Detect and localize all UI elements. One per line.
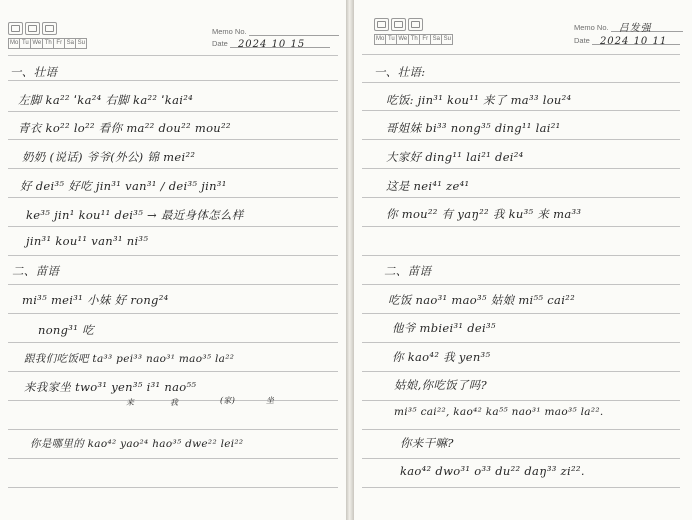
date — [574, 35, 680, 45]
handwritten-line: 吃饭 nao³¹ mao³⁵ 姑娘 mi⁵⁵ cai²² — [388, 293, 575, 307]
ruled-line — [362, 342, 680, 343]
ruled-line — [8, 487, 338, 488]
memo-label: Memo No. — [212, 27, 247, 36]
weather-icon — [391, 18, 406, 31]
handwritten-line: 这是 nei⁴¹ ze⁴¹ — [386, 179, 470, 193]
handwritten-line: 大家好 ding¹¹ lai²¹ dei²⁴ — [386, 150, 524, 164]
ruled-line — [8, 111, 338, 112]
weather-icons — [8, 22, 57, 35]
ruled-line — [362, 54, 680, 55]
handwritten-line: 你是哪里的 kao⁴² yao²⁴ hao³⁵ dwe²² lei²² — [30, 438, 244, 450]
ruled-line — [362, 168, 680, 169]
weekday-box: We — [396, 34, 409, 45]
weather-icon — [408, 18, 423, 31]
handwritten-line: 他爷 mbiei³¹ dei³⁵ — [392, 321, 496, 335]
handwritten-line: 二、苗语 — [12, 264, 60, 278]
sub-note: 我 — [170, 398, 179, 407]
date-label: Date — [574, 36, 590, 45]
ruled-line — [8, 168, 338, 169]
ruled-line — [8, 342, 338, 343]
date-label: Date — [212, 39, 228, 48]
handwritten-line: 好 dei³⁵ 好吃 jin³¹ van³¹ / dei³⁵ jin³¹ — [20, 179, 227, 193]
handwritten-line: 青衣 ko²² lo²² 看你 ma²² dou²² mou²² — [18, 121, 231, 135]
date-value: 2024 10 15 — [237, 39, 306, 50]
handwritten-line: nong³¹ 吃 — [38, 323, 94, 337]
ruled-line — [8, 458, 338, 459]
handwritten-line: mi³⁵ mei³¹ 小妹 好 rong²⁴ — [22, 293, 169, 307]
weekday-box: Sa — [64, 38, 76, 49]
right-notebook-page — [354, 0, 692, 520]
weather-icons — [374, 18, 423, 31]
ruled-line — [362, 458, 680, 459]
ruled-line — [362, 429, 680, 430]
date — [212, 38, 330, 48]
memo-label: Memo No. — [574, 23, 609, 32]
handwritten-line: 一、壮语 — [10, 65, 58, 79]
ruled-line — [362, 197, 680, 198]
ruled-line — [362, 226, 680, 227]
handwritten-line: kao⁴² dwo³¹ o³³ du²² daŋ³³ zi²². — [400, 464, 585, 478]
ruled-line — [8, 371, 338, 372]
ruled-line — [8, 197, 338, 198]
ruled-line — [8, 429, 338, 430]
handwritten-line: 你 mou²² 有 yaŋ²² 我 ku³⁵ 来 ma³³ — [386, 207, 582, 221]
ruled-line — [362, 371, 680, 372]
handwritten-line: ke³⁵ jin¹ kou¹¹ dei³⁵ → 最近身体怎么样 — [26, 208, 244, 222]
weather-icon — [25, 22, 40, 35]
weekday-box: Th — [42, 38, 54, 49]
memo-no — [212, 26, 339, 36]
weekday-box: We — [30, 38, 43, 49]
ruled-line — [8, 255, 338, 256]
weekday-box: Tu — [385, 34, 397, 45]
weather-icon — [42, 22, 57, 35]
handwritten-line: jin³¹ kou¹¹ van³¹ ni³⁵ — [26, 234, 149, 248]
notebook-gutter — [346, 0, 354, 520]
ruled-line — [362, 110, 680, 111]
sub-note: 来 — [126, 398, 135, 407]
weekday-box: Mo — [374, 34, 386, 45]
memo-value: 吕发强 — [618, 23, 652, 34]
ruled-line — [8, 313, 338, 314]
ruled-line — [8, 80, 338, 81]
weekday-box: Th — [408, 34, 420, 45]
sub-note: (家) — [220, 396, 236, 405]
handwritten-line: 奶奶 (说话) 爷爷(外公) 锦 mei²² — [22, 150, 196, 164]
weekday-boxes — [8, 38, 86, 49]
weekday-boxes — [374, 34, 452, 45]
ruled-line — [8, 139, 338, 140]
ruled-line — [362, 313, 680, 314]
ruled-line — [362, 82, 680, 83]
ruled-line — [8, 226, 338, 227]
weekday-box: Tu — [19, 38, 31, 49]
handwritten-line: 来我家坐 two³¹ yen³⁵ i³¹ nao⁵⁵ — [24, 380, 197, 394]
handwritten-line: 一、壮语: — [374, 65, 426, 79]
handwritten-line: 你 kao⁴² 我 yen³⁵ — [392, 350, 491, 364]
weather-icon — [374, 18, 389, 31]
weekday-box: Sa — [430, 34, 442, 45]
weekday-box: Fr — [419, 34, 431, 45]
weekday-box: Su — [75, 38, 87, 49]
weekday-box: Fr — [53, 38, 65, 49]
handwritten-line: 姑娘,你吃饭了吗? — [394, 378, 488, 392]
ruled-line — [362, 487, 680, 488]
ruled-line — [362, 255, 680, 256]
memo-no — [574, 22, 683, 32]
weekday-box: Mo — [8, 38, 20, 49]
sub-note: 坐 — [266, 396, 275, 405]
weekday-box: Su — [441, 34, 453, 45]
handwritten-line: 跟我们吃饭吧 ta³³ pei³³ nao³¹ mao³⁵ la²² — [24, 353, 235, 365]
ruled-line — [8, 284, 338, 285]
ruled-line — [362, 400, 680, 401]
handwritten-line: mi³⁵ cai²², kao⁴² ka⁵⁵ nao³¹ mao³⁵ la²². — [394, 406, 604, 418]
ruled-line — [8, 55, 338, 56]
handwritten-line: 二、苗语 — [384, 264, 432, 278]
date-value: 2024 10 11 — [599, 36, 668, 47]
ruled-line — [362, 284, 680, 285]
handwritten-line: 吃饭: jin³¹ kou¹¹ 来了 ma³³ lou²⁴ — [386, 93, 572, 107]
handwritten-line: 你来干嘛? — [400, 436, 454, 450]
handwritten-line: 左脚 ka²² ˈka²⁴ 右脚 ka²² ˈkai²⁴ — [18, 93, 194, 107]
ruled-line — [362, 139, 680, 140]
handwritten-line: 哥姐妹 bi³³ nong³⁵ ding¹¹ lai²¹ — [386, 121, 561, 135]
weather-icon — [8, 22, 23, 35]
